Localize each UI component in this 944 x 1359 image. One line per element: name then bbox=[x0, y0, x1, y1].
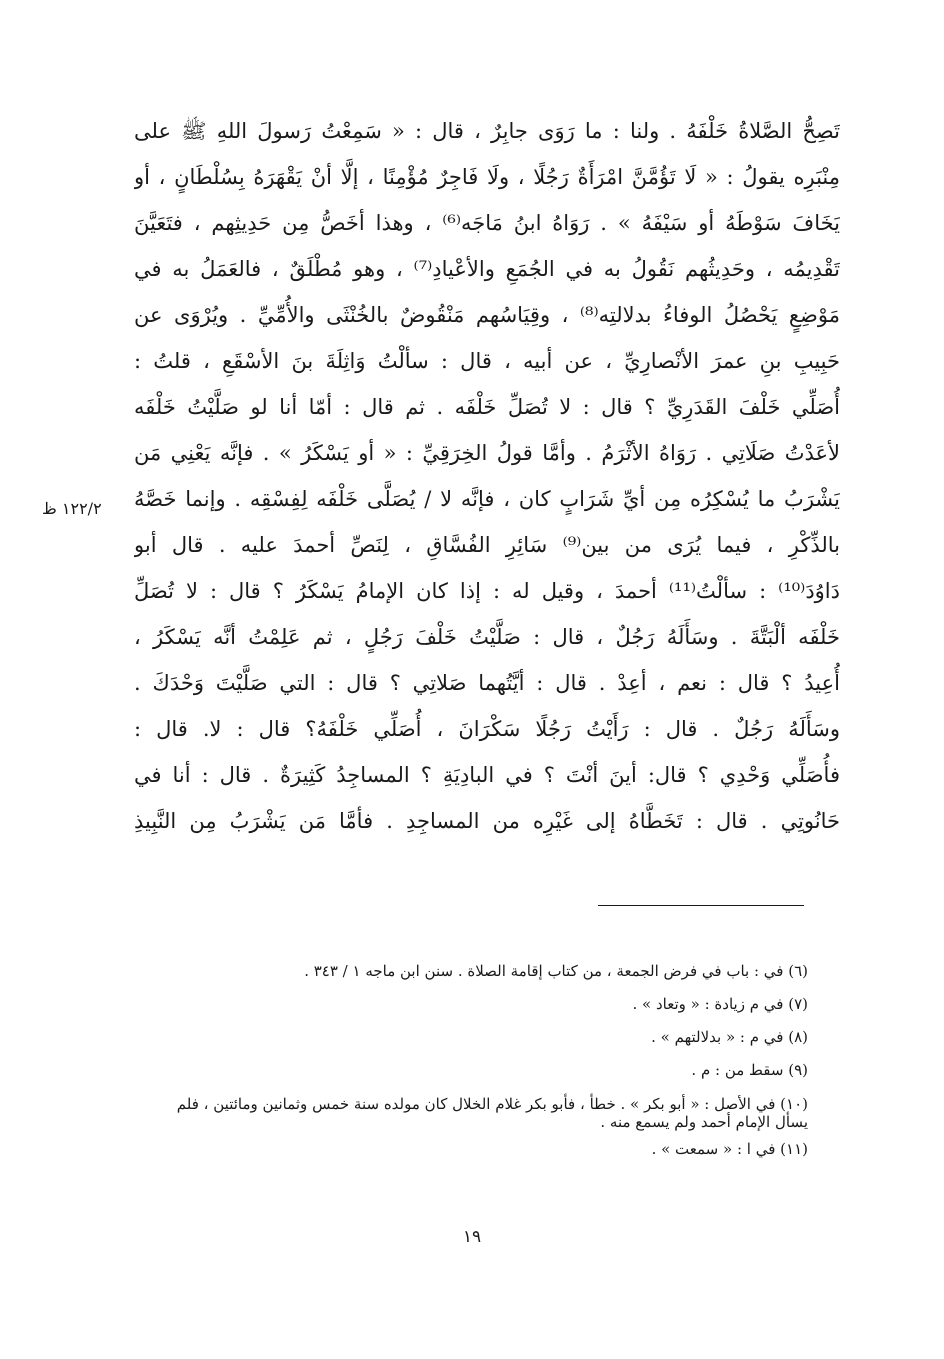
text-line: حَانُوتِي . قال : تَخَطَّاهُ إلى غَيْرِه من المساجِدِ . فأمَّا مَن يَشْرَبُ مِن النَّبِيذِ bbox=[134, 809, 840, 833]
text-line: يَخَافَ سَوْطَهُ أو سَيْفَهُ » . رَوَاهُ ابنُ مَاجَه⁽⁶⁾ ، وهذا أخَصُّ مِن حَدِيثِهم ، فتَعَيَّنَ bbox=[134, 211, 840, 235]
text-line: تَقْدِيمُه ، وحَدِيثُهم نَقُولُ به في الجُمَعِ والأعْيادِ⁽⁷⁾ ، وهو مُطْلَقٌ ، فالعَمَلُ به في bbox=[134, 257, 840, 281]
text-line: لأعَدْتُ صَلَاتِي . رَوَاهُ الأثْرَمُ . وأمَّا قولُ الخِرَقِيِّ : « أو يَسْكَرُ » . فإنَّه يَعْنِي مَن bbox=[134, 441, 840, 465]
text-line: خَلْفَه ألْبَتَّةَ . وسَأَلَهُ رَجُلٌ ، قال : صَلَّيْتُ خَلْفَ رَجُلٍ ، ثم عَلِمْتُ أنَّه يَسْكَرُ ، bbox=[134, 625, 840, 649]
text-line: أُعِيدُ ؟ قال : نعم ، أعِدْ . قال : أيَّتُهما صَلاتِي ؟ قال : التي صَلَّيْتَ وَحْدَكَ . bbox=[134, 671, 840, 695]
page-number: ١٩ bbox=[462, 1227, 482, 1247]
footnote: (٦) في : باب في فرض الجمعة ، من كتاب إقامة الصلاة . سنن ابن ماجه ١ / ٣٤٣ . bbox=[304, 962, 808, 980]
text-line: مَوْضِعٍ يَحْصُلُ الوفاءُ بدلالتِه⁽⁸⁾ ، وقِيَاسُهم مَنْقُوضٌ بالخُنْثَى والأُمِّيِّ . ويُرْوَى عن bbox=[134, 303, 840, 327]
footnote: (١١) في ا : « سمعت » . bbox=[651, 1140, 808, 1158]
footnote: (٧) في م زيادة : « وتعاد » . bbox=[632, 995, 808, 1013]
footnote-divider bbox=[598, 905, 804, 906]
text-line: وسَأَلَهُ رَجُلٌ . قال : رَأَيْتُ رَجُلًا سَكْرَانَ ، أُصَلِّي خَلْفَهُ؟ قال : لا. قال : bbox=[134, 717, 840, 741]
footnote: (٨) في م : « بدلالتهم » . bbox=[651, 1028, 808, 1046]
text-line: دَاوُدَ⁽¹⁰⁾ : سألْتُ⁽¹¹⁾ أحمدَ ، وقيل له : إذا كان الإمامُ يَسْكَرُ ؟ قال : لا تُصَلِّ bbox=[134, 579, 840, 603]
footnotes-block bbox=[134, 955, 808, 1166]
main-text-block bbox=[134, 108, 840, 844]
text-line: حَبِيبِ بنِ عمرَ الأنْصارِيِّ ، عن أبيه ، قال : سألْتُ وَاثِلَةَ بنَ الأسْقَعِ ، قلتُ : bbox=[134, 349, 840, 373]
margin-folio-note: ١٢٢/٢ ظ bbox=[42, 499, 102, 518]
text-line: فأُصَلِّي وَحْدِي ؟ قال: أينَ أنْتَ ؟ في البادِيَةِ ؟ المساجِدُ كَثِيرَةٌ . قال : أنا في bbox=[134, 763, 840, 787]
text-line: أُصَلِّي خَلْفَ القَدَرِيِّ ؟ قال : لا تُصَلِّ خَلْفَه . ثم قال : أمّا أنا لو صَلَّيْتُ خَلْفَه bbox=[134, 395, 840, 419]
text-line: يَشْرَبُ ما يُسْكِرُه مِن أيِّ شَرَابٍ كان ، فإنَّه لا / يُصَلَّى خَلْفَه لِفِسْقِه . وإنما خَصَّهُ bbox=[134, 487, 840, 511]
text-line: مِنْبَرِه يقولُ : « لَا تَؤُمَّنَّ امْرَأَةٌ رَجُلًا ، ولَا فَاجِرٌ مُؤْمِنًا ، إلَّا أنْ يَقْهَرَهُ بِسُلْطَانٍ ، أو bbox=[134, 165, 840, 189]
text-line: بالذِّكْرِ ، فيما يُرَى من بين⁽⁹⁾ سَائِرِ الفُسَّاقِ ، لِنَصِّ أحمدَ عليه . قال أبو bbox=[134, 533, 840, 557]
footnote: (٩) سقط من : م . bbox=[691, 1061, 808, 1079]
text-line: تَصِحُّ الصَّلاةُ خَلْفَهُ . ولنا : ما رَوَى جابِرٌ ، قال : « سَمِعْتُ رَسولَ اللهِ ﷺ على bbox=[134, 119, 840, 143]
footnote: (١٠) في الأصل : « أبو بكر » . خطأ ، فأبو بكر غلام الخلال كان مولده سنة خمس وثمانين ومائتين ، فلم bbox=[176, 1095, 808, 1113]
footnote-continuation: يسأل الإمام أحمد ولم يسمع منه . bbox=[600, 1113, 808, 1131]
